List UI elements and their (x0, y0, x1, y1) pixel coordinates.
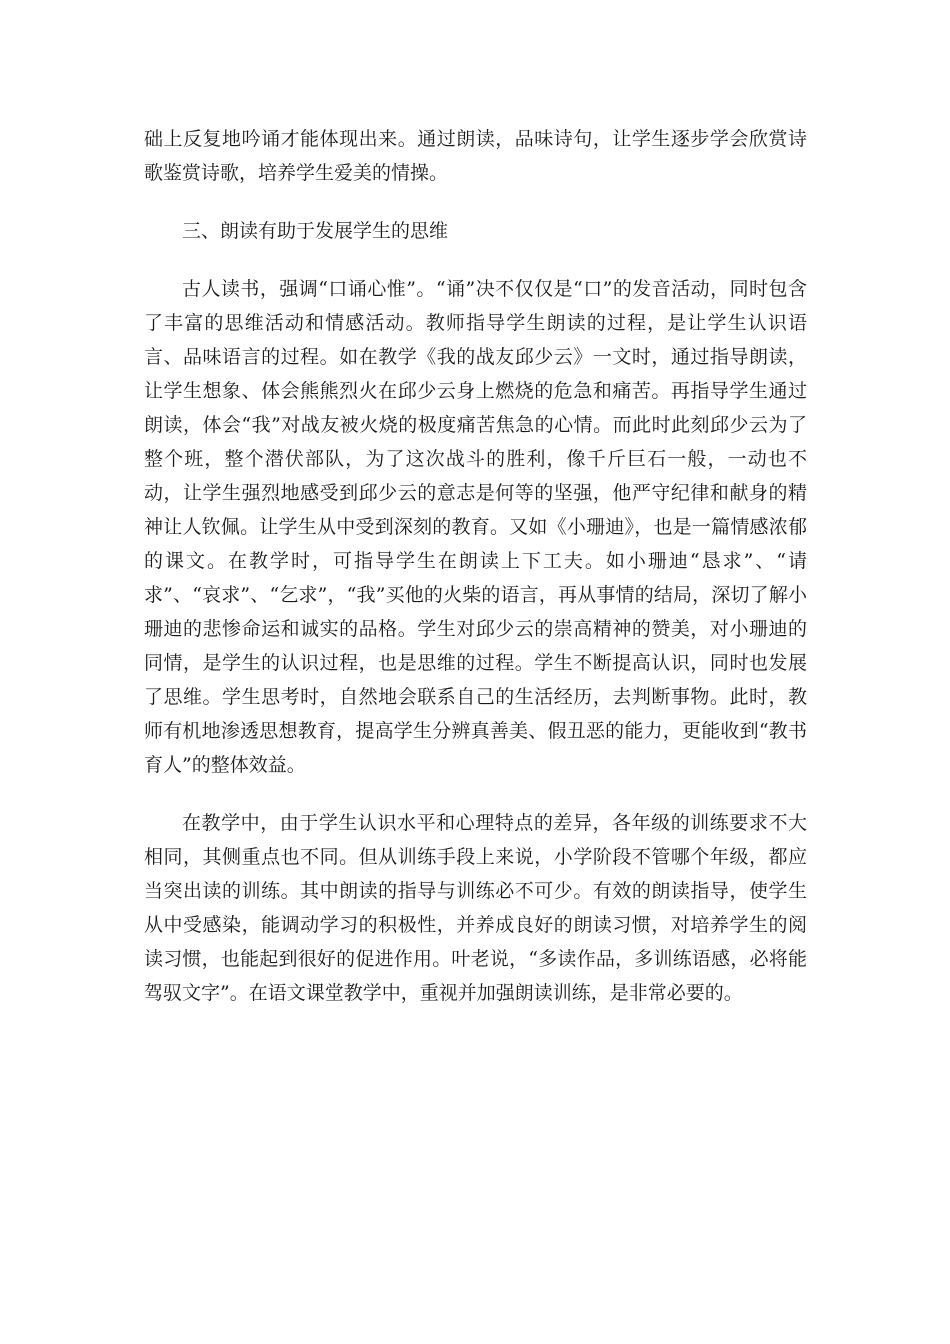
paragraph-gap (144, 782, 807, 806)
paragraph-gap (144, 248, 807, 272)
paragraph-conclusion: 在教学中，由于学生认识水平和心理特点的差异，各年级的训练要求不大相同，其侧重点也不同。但从训练手段上来说，小学阶段不管哪个年级，都应当突出读的训练。其中朗读的指导与训练必不可少。有效的朗读指导，使学生从中受感染，能调动学习的积极性，并养成良好的朗读习惯，对培养学生的阅读习惯，也能起到很好的促进作用。叶老说，“多读作品，多训练语感，必将能驾驭文字”。在语文课堂教学中，重视并加强朗读训练，是非常必要的。 (144, 812, 807, 1004)
paragraph-continuation: 础上反复地吟诵才能体现出来。通过朗读，品味诗句，让学生逐步学会欣赏诗歌鉴赏诗歌，培养学生爱美的情操。 (144, 128, 807, 184)
paragraph-thinking: 古人读书，强调“口诵心惟”。“诵”决不仅仅是“口”的发音活动，同时包含了丰富的思维活动和情感活动。教师指导学生朗读的过程，是让学生认识语言、品味语言的过程。如在教学《我的战友邱少云》一文时，通过指导朗读，让学生想象、体会熊熊烈火在邱少云身上燃烧的危急和痛苦。再指导学生通过朗读，体会“我”对战友被火烧的极度痛苦焦急的心情。而此时此刻邱少云为了整个班，整个潜伏部队，为了这次战斗的胜利，像千斤巨石一般，一动也不动，让学生强烈地感受到邱少云的意志是何等的坚强，他严守纪律和献身的精神让人钦佩。让学生从中受到深刻的教育。又如《小珊迪》，也是一篇情感浓郁的课文。在教学时，可指导学生在朗读上下工夫。如小珊迪“恳求”、“请求”、“哀求”、“乞求”，“我”买他的火柴的语言，再从事情的结局，深切了解小珊迪的悲惨命运和诚实的品格。学生对邱少云的崇高精神的赞美，对小珊迪的同情，是学生的认识过程，也是思维的过程。学生不断提高认识，同时也发展了思维。学生思考时，自然地会联系自己的生活经历，去判断事物。此时，教师有机地渗透思想教育，提高学生分辨真善美、假丑恶的能力，更能收到“教书育人”的整体效益。 (144, 278, 807, 776)
paragraph-gap (144, 190, 807, 214)
section-heading: 三、朗读有助于发展学生的思维 (182, 220, 449, 242)
document-body (144, 122, 807, 1010)
